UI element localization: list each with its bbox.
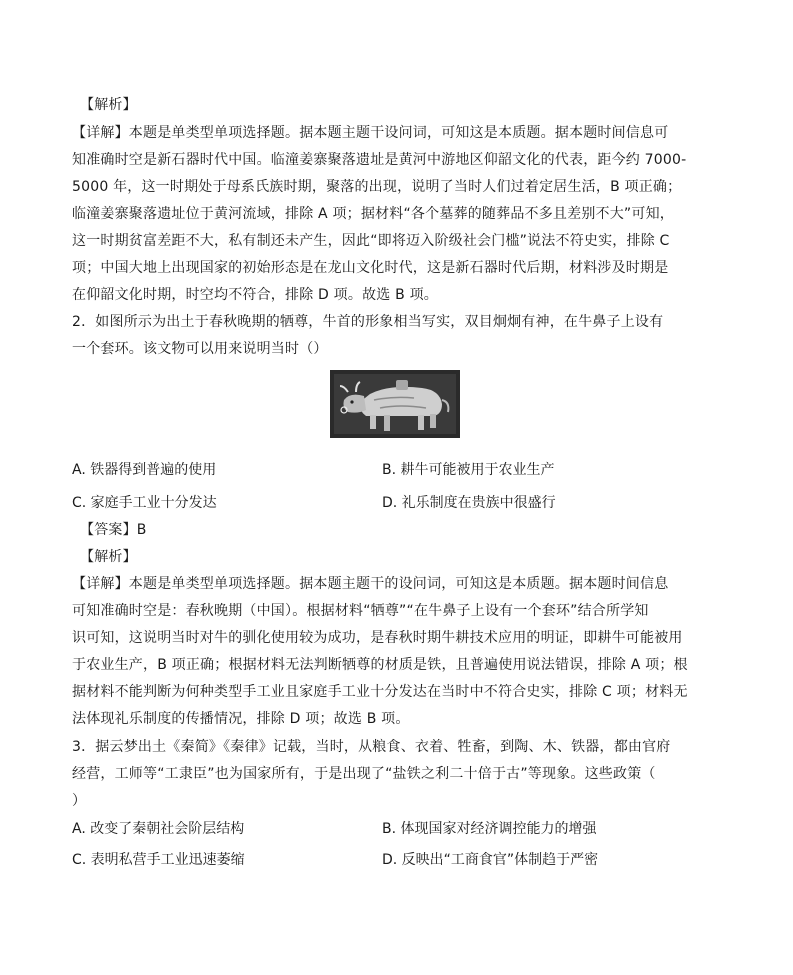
q3-stem-line: 3．据云梦出土《秦简》《秦律》记载，当时，从粮食、衣着、牲畜，到陶、木、铁器，都由官府 bbox=[72, 739, 671, 755]
q1-analysis-label: 【解析】 bbox=[80, 97, 137, 113]
q2-analysis-line: 法体现礼乐制度的传播情况，排除 D 项；故选 B 项。 bbox=[72, 711, 410, 727]
q2-option-a: A. 铁器得到普遍的使用 bbox=[72, 462, 217, 478]
q1-analysis-line: 这一时期贫富差距不大，私有制还未产生，因此“即将迈入阶级社会门槛”说法不符史实，排除 C bbox=[72, 233, 670, 249]
q2-analysis-line: 于农业生产，B 项正确；根据材料无法判断牺尊的材质是铁，且普遍使用说法错误，排除 A 项；根 bbox=[72, 657, 688, 673]
q1-analysis-line: 5000 年，这一时期处于母系氏族时期，聚落的出现，说明了当时人们过着定居生活，B 项正确； bbox=[72, 179, 682, 195]
q2-analysis-line: 据材料不能判断为何种类型手工业且家庭手工业十分发达在当时中不符合史实，排除 C 项；材料无 bbox=[72, 684, 688, 700]
q2-option-d: D. 礼乐制度在贵族中很盛行 bbox=[382, 495, 556, 511]
q2-analysis-line: 识可知，这说明当时对牛的驯化使用较为成功，是春秋时期牛耕技术应用的明证，即耕牛可能被用 bbox=[72, 630, 683, 646]
q1-analysis-line: 项；中国大地上出现国家的初始形态是在龙山文化时代，这是新石器时代后期，材料涉及时期是 bbox=[72, 260, 669, 276]
q2-option-b: B. 耕牛可能被用于农业生产 bbox=[382, 462, 555, 478]
q3-option-a: A. 改变了秦朝社会阶层结构 bbox=[72, 821, 245, 837]
q2-analysis-line: 可知准确时空是：春秋晚期（中国）。根据材料“牺尊”“在牛鼻子上设有一个套环”结合所学知 bbox=[72, 603, 649, 619]
q2-analysis-label: 【解析】 bbox=[80, 549, 137, 565]
q1-analysis-line: 在仰韶文化时期，时空均不符合，排除 D 项。故选 B 项。 bbox=[72, 287, 438, 303]
bronze-ox-zun-image bbox=[330, 370, 460, 438]
q3-stem-line: 经营，工师等“工隶臣”也为国家所有，于是出现了“盐铁之利二十倍于古”等现象。这些政策（ bbox=[72, 766, 656, 782]
q2-option-c: C. 家庭手工业十分发达 bbox=[72, 495, 217, 511]
q2-analysis-line: 【详解】本题是单类型单项选择题。据本题主题干的设问词，可知这是本质题。据本题时间信息 bbox=[72, 576, 669, 592]
q1-analysis-line: 临潼姜寨聚落遗址位于黄河流域，排除 A 项；据材料“各个墓葬的随葬品不多且差别不大”可知， bbox=[72, 206, 674, 222]
q3-stem-line: ） bbox=[72, 793, 87, 809]
q3-option-c: C. 表明私营手工业迅速萎缩 bbox=[72, 852, 245, 868]
q2-answer-label: 【答案】B bbox=[80, 522, 147, 538]
ox-vessel-illustration bbox=[330, 370, 460, 438]
q2-stem-line: 2．如图所示为出土于春秋晚期的牺尊，牛首的形象相当写实，双目炯炯有神，在牛鼻子上设有 bbox=[72, 314, 664, 330]
q1-analysis-line: 知准确时空是新石器时代中国。临潼姜寨聚落遗址是黄河中游地区仰韶文化的代表，距今约 7000- bbox=[72, 152, 687, 168]
q1-analysis-line: 【详解】本题是单类型单项选择题。据本题主题干设问词，可知这是本质题。据本题时间信息可 bbox=[72, 125, 669, 141]
q3-option-d: D. 反映出“工商食官”体制趋于严密 bbox=[382, 852, 599, 868]
q2-stem-line: 一个套环。该文物可以用来说明当时（） bbox=[72, 341, 328, 357]
q3-option-b: B. 体现国家对经济调控能力的增强 bbox=[382, 821, 597, 837]
